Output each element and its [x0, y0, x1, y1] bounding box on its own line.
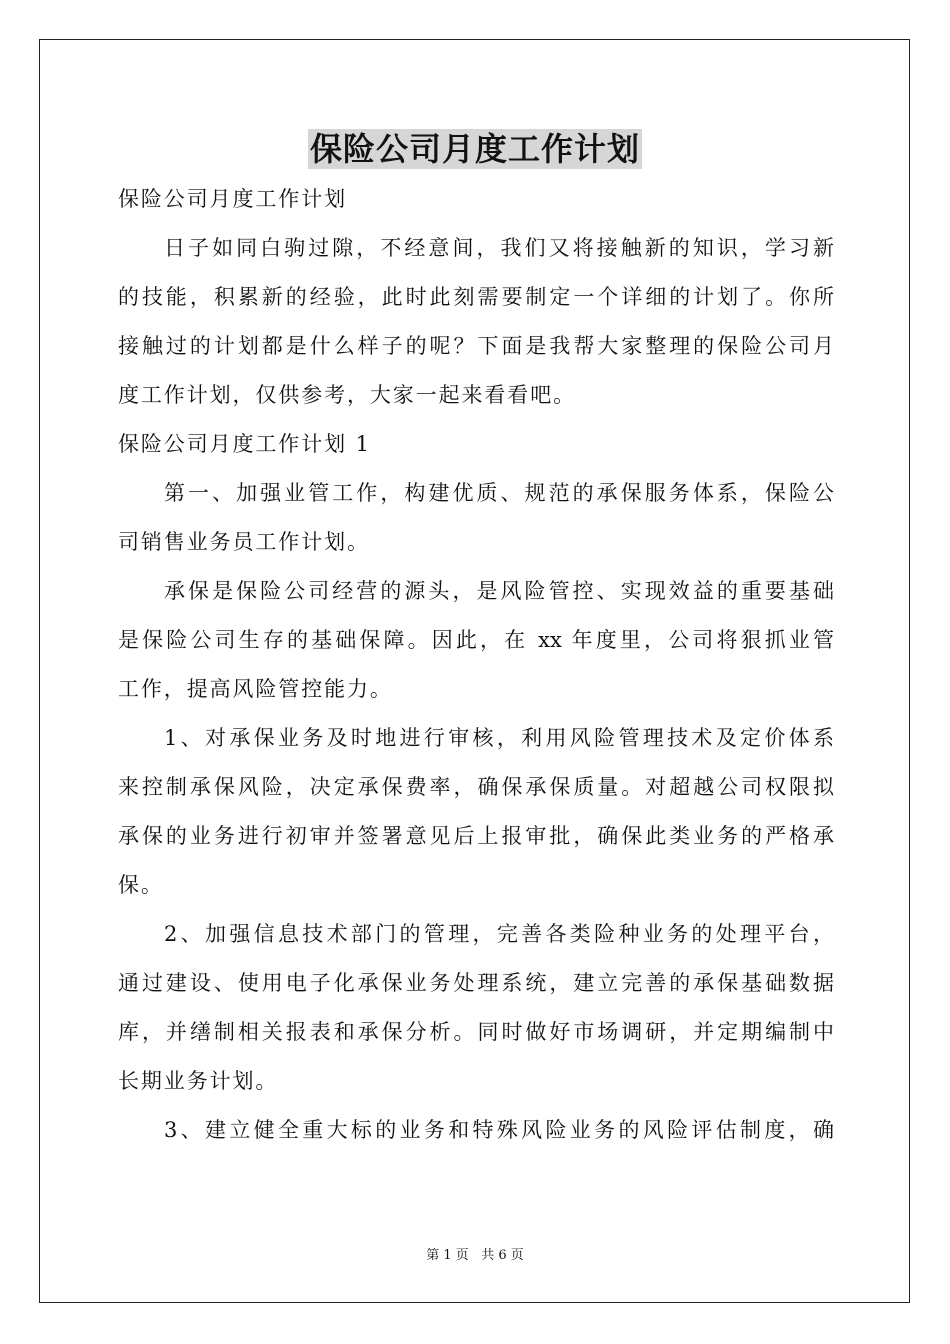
paragraph-line: 承保是保险公司经营的源头，是风险管控、实现效益的重要基础	[164, 579, 834, 603]
paragraph-line: 通过建设、使用电子化承保业务处理系统，建立完善的承保基础数据	[118, 971, 834, 995]
page-total: 共 6 页	[481, 1248, 524, 1263]
paragraph-line: 第一、加强业管工作，构建优质、规范的承保服务体系，保险公	[164, 481, 834, 505]
paragraph-line: 工作，提高风险管控能力。	[118, 677, 393, 701]
paragraph-line: 来控制承保风险，决定承保费率，确保承保质量。对超越公司权限拟	[118, 775, 834, 799]
paragraph-line: 接触过的计划都是什么样子的呢？下面是我帮大家整理的保险公司月	[118, 334, 834, 358]
subtitle-line: 保险公司月度工作计划	[118, 187, 347, 211]
paragraph-line: 3、建立健全重大标的业务和特殊风险业务的风险评估制度，确	[164, 1118, 834, 1142]
document-title-text: 保险公司月度工作计划	[309, 130, 640, 168]
paragraph-line: 度工作计划，仅供参考，大家一起来看看吧。	[118, 383, 576, 407]
paragraph-line: 是保险公司生存的基础保障。因此，在 xx 年度里，公司将狠抓业管	[118, 628, 834, 652]
paragraph-line: 承保的业务进行初审并签署意见后上报审批，确保此类业务的严格承	[118, 824, 834, 848]
paragraph-line: 日子如同白驹过隙，不经意间，我们又将接触新的知识，学习新	[164, 236, 834, 260]
page-footer	[0, 1247, 950, 1265]
page-number: 第 1 页	[426, 1248, 469, 1263]
paragraph-line: 1、对承保业务及时地进行审核，利用风险管理技术及定价体系	[164, 726, 834, 750]
paragraph-line: 保。	[118, 873, 164, 897]
paragraph-line: 的技能，积累新的经验，此时此刻需要制定一个详细的计划了。你所	[118, 285, 834, 309]
paragraph-line: 库，并缮制相关报表和承保分析。同时做好市场调研，并定期编制中	[118, 1020, 834, 1044]
document-body	[118, 175, 834, 1155]
paragraph-line: 司销售业务员工作计划。	[118, 530, 370, 554]
document-title	[0, 128, 950, 170]
paragraph-line: 2、加强信息技术部门的管理，完善各类险种业务的处理平台，	[164, 922, 834, 946]
section-heading: 保险公司月度工作计划 1	[118, 432, 371, 456]
paragraph-line: 长期业务计划。	[118, 1069, 279, 1093]
